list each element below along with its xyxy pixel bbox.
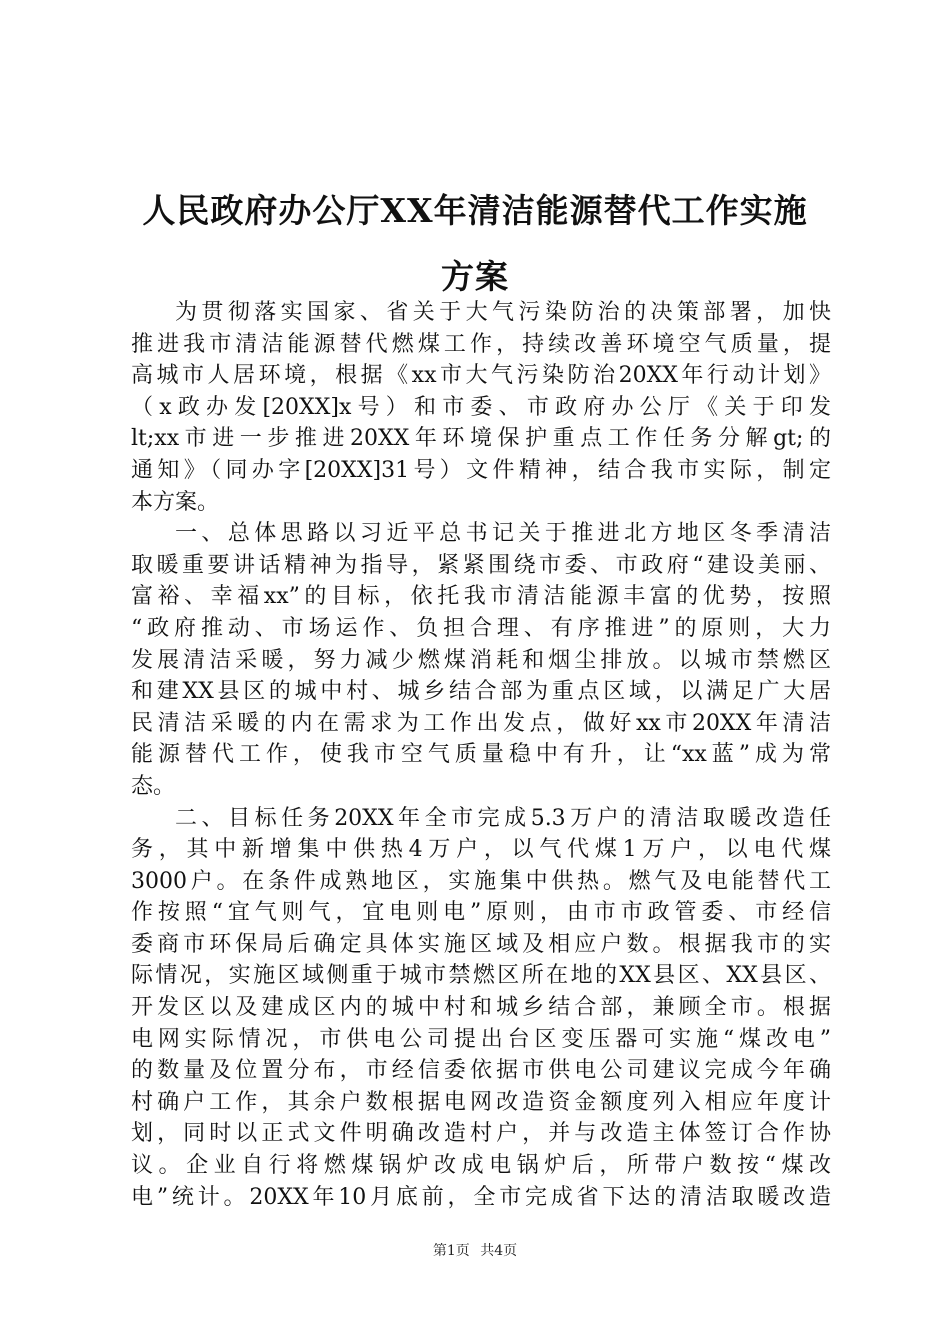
paragraph-general-approach [131, 518, 831, 802]
text-line: 际情况，实施区域侧重于城市禁燃区所在地的XX县区、XX县区、 [131, 963, 831, 989]
text-line: 发展清洁采暖，努力减少燃煤消耗和烟尘排放。以城市禁燃区 [131, 647, 831, 673]
text-line: 委商市环保局后确定具体实施区域及相应户数。根据我市的实 [131, 931, 831, 957]
title-line-1: 人民政府办公厅XX年清洁能源替代工作实施 [142, 191, 808, 230]
text-line: 开发区以及建成区内的城中村和城乡结合部，兼顾全市。根据 [131, 995, 831, 1021]
text-line: 村确户工作，其余户数根据电网改造资金额度列入相应年度计 [131, 1089, 831, 1115]
text-line: 议。企业自行将燃煤锅炉改成电锅炉后，所带户数按“煤改 [131, 1153, 831, 1179]
page-number: 第1页 [432, 1243, 470, 1259]
text-line: 务，其中新增集中供热4万户，以气代煤1万户，以电代煤 [131, 837, 831, 863]
text-line: （x政办发[20XX]x号）和市委、市政府办公厅《关于印发 [131, 394, 831, 420]
text-line: 的数量及位置分布，市经信委依据市供电公司建议完成今年确 [131, 1058, 831, 1084]
title-line-2: 方案 [441, 257, 509, 296]
text-line: “政府推动、市场运作、负担合理、有序推进”的原则，大力 [131, 615, 831, 641]
text-line: 高城市人居环境，根据《xx市大气污染防治20XX年行动计划》 [131, 363, 831, 389]
text-line: 推进我市清洁能源替代燃煤工作，持续改善环境空气质量，提 [131, 331, 831, 357]
text-line: 一、总体思路以习近平总书记关于推进北方地区冬季清洁 [175, 521, 831, 547]
text-line: 电”统计。20XX年10月底前，全市完成省下达的清洁取暖改造 [131, 1184, 831, 1210]
text-line: 二、目标任务20XX年全市完成5.3万户的清洁取暖改造任 [175, 805, 831, 831]
text-line: 富裕、幸福xx”的目标，依托我市清洁能源丰富的优势，按照 [131, 584, 831, 610]
paragraph-intro [131, 297, 831, 518]
text-line: 划，同时以正式文件明确改造村户，并与改造主体签订合作协 [131, 1121, 831, 1147]
text-line: 电网实际情况，市供电公司提出台区变压器可实施“煤改电” [131, 1026, 831, 1052]
text-line: 民清洁采暖的内在需求为工作出发点，做好xx市20XX年清洁 [131, 710, 831, 736]
text-line: 能源替代工作，使我市空气质量稳中有升，让“xx蓝”成为常 [131, 742, 831, 768]
text-line: 态。 [131, 773, 176, 799]
text-line: 3000户。在条件成熟地区，实施集中供热。燃气及电能替代工 [131, 868, 831, 894]
document-title [100, 178, 850, 310]
text-line: lt;xx市进一步推进20XX年环境保护重点工作任务分解gt;的 [131, 426, 831, 452]
page-footer [0, 1240, 950, 1260]
text-line: 作按照“宜气则气，宜电则电”原则，由市市政管委、市经信 [131, 900, 831, 926]
document-body [131, 297, 831, 1213]
text-line: 和建XX县区的城中村、城乡结合部为重点区域，以满足广大居 [131, 679, 831, 705]
text-line: 通知》（同办字[20XX]31号）文件精神，结合我市实际，制定 [131, 457, 831, 483]
text-line: 本方案。 [131, 489, 220, 515]
page-total: 共4页 [480, 1243, 518, 1259]
paragraph-goals [131, 803, 831, 1214]
text-line: 取暖重要讲话精神为指导，紧紧围绕市委、市政府“建设美丽、 [131, 552, 831, 578]
text-line: 为贯彻落实国家、省关于大气污染防治的决策部署，加快 [175, 300, 831, 325]
